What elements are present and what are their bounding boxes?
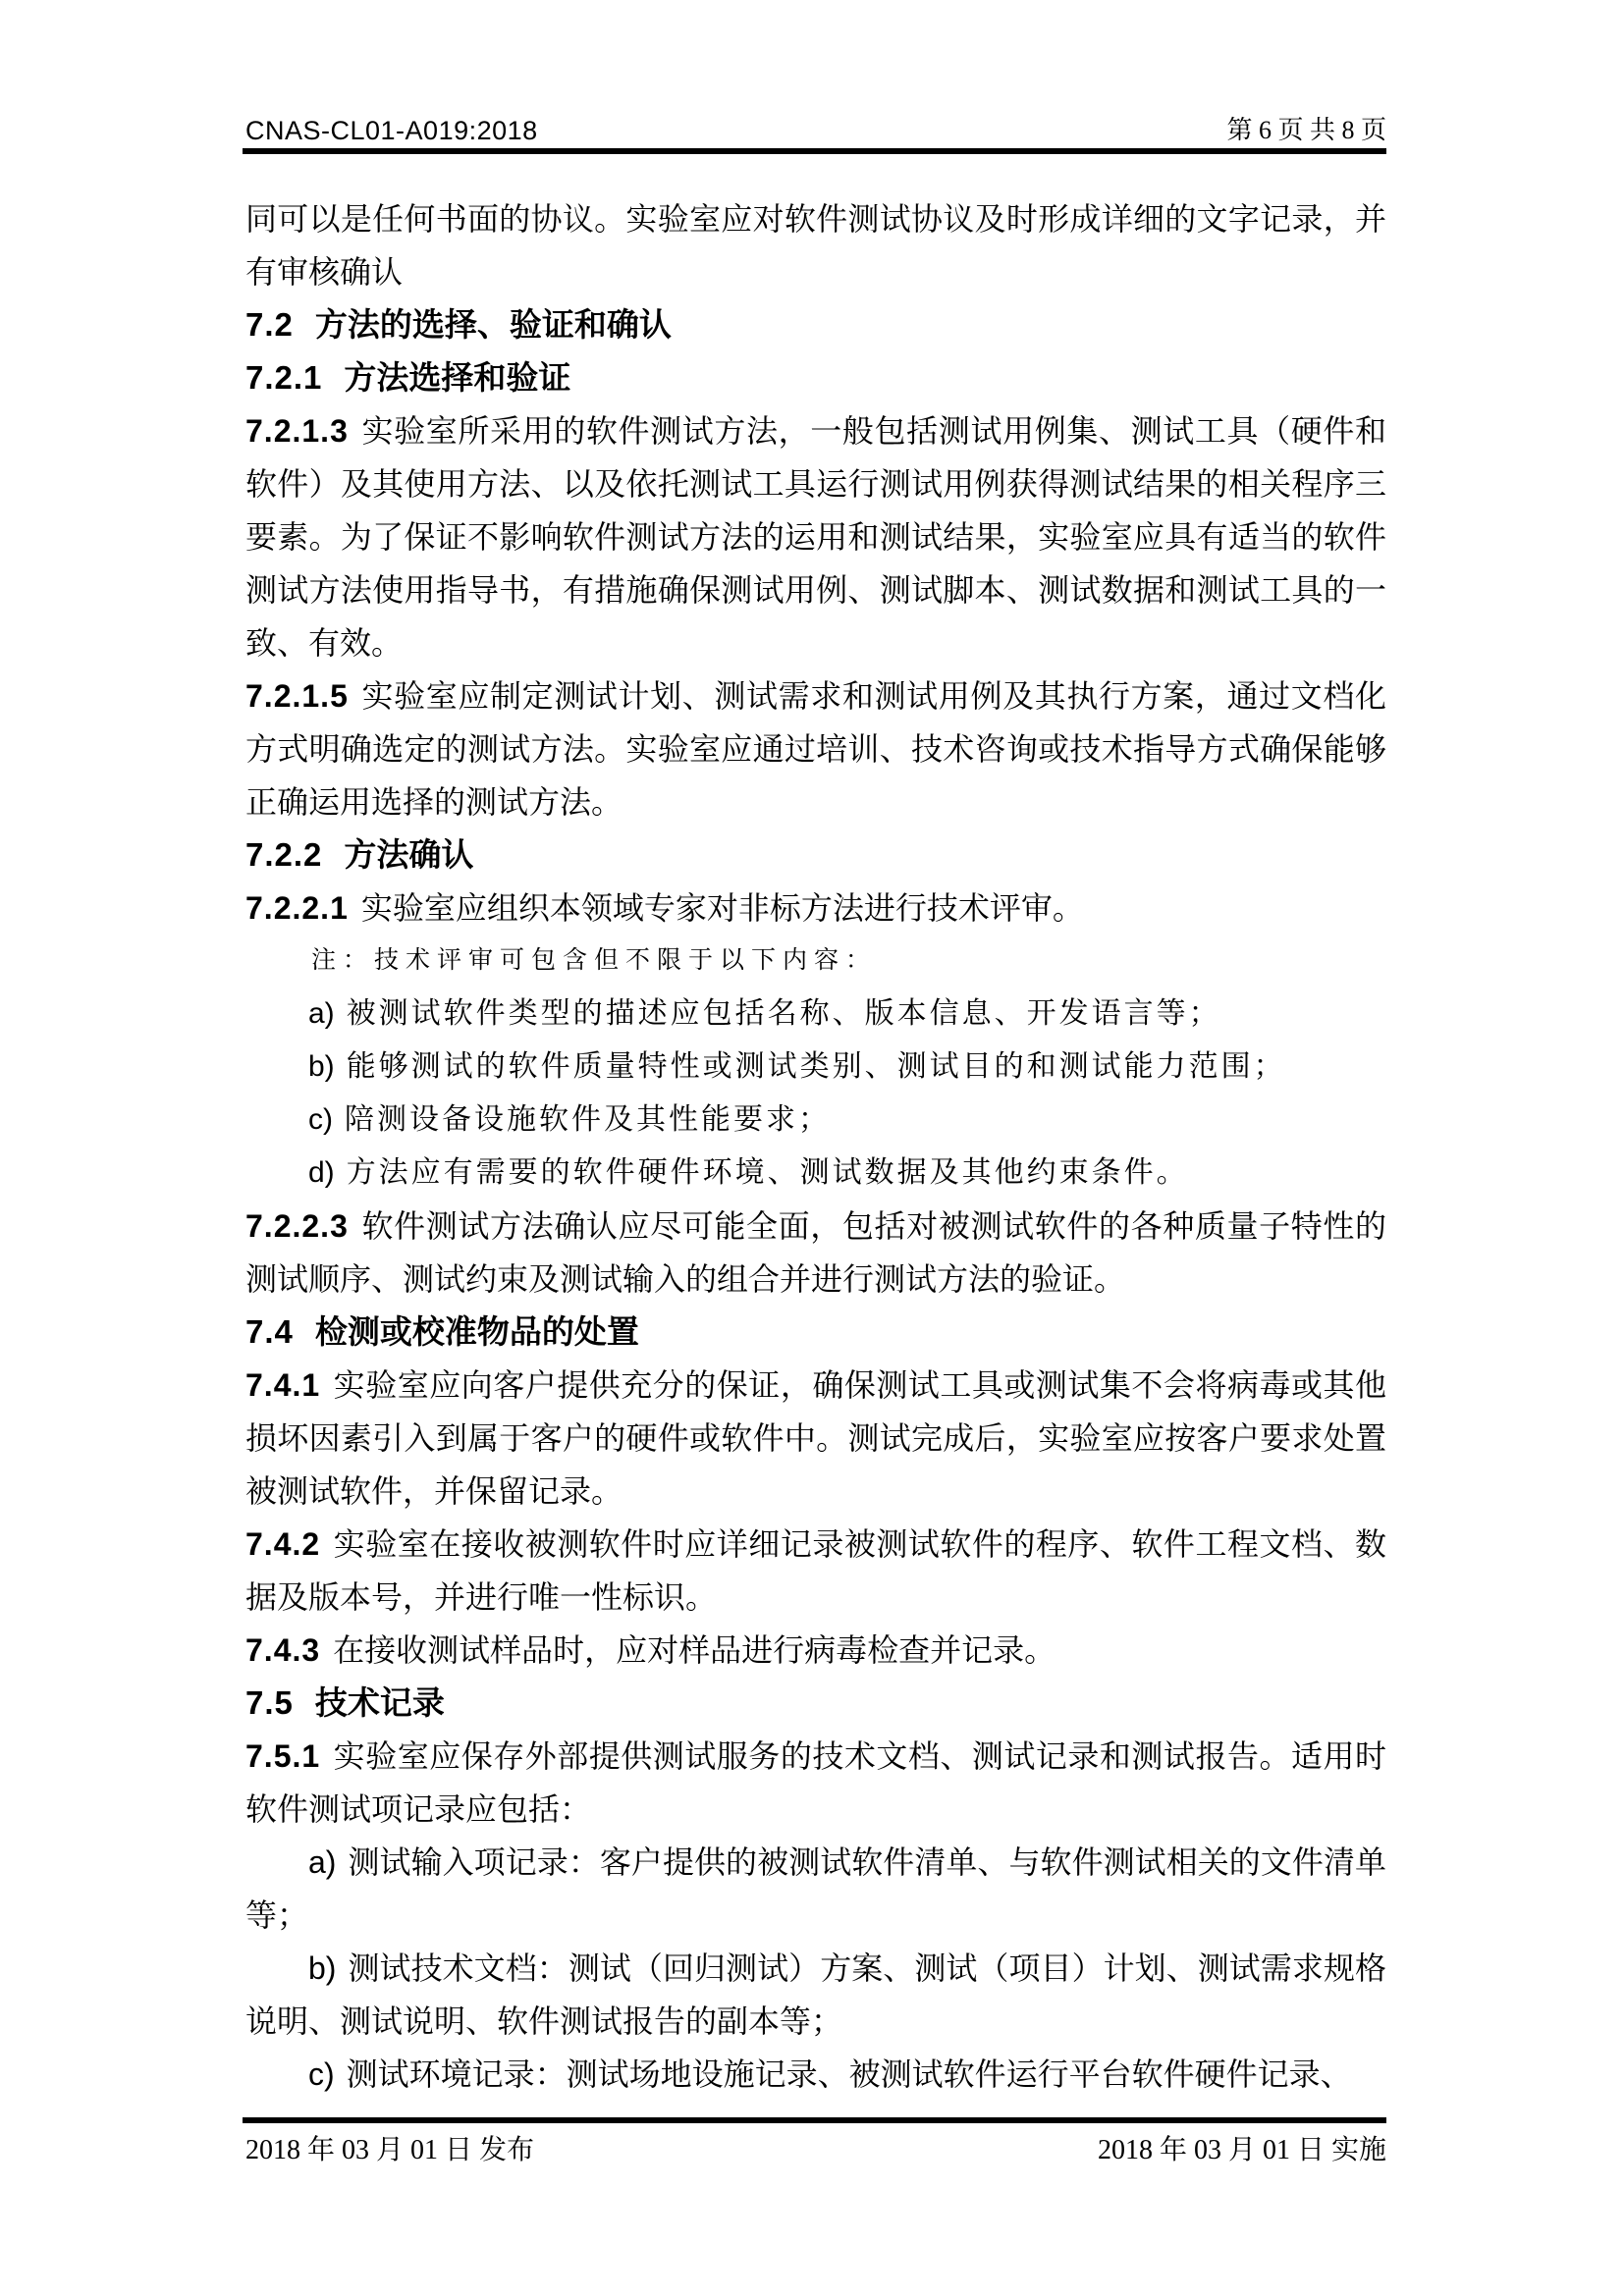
section-number: 7.2.2	[245, 836, 323, 873]
paragraph: 7.2.1.5 实验室应制定测试计划、测试需求和测试用例及其执行方案，通过文档化方式明确选定的测试方法。实验室应通过培训、技术咨询或技术指导方式确保能够正确运用选择的测试方法。	[245, 678, 1386, 820]
list-item: c) 陪测设备设施软件及其性能要求；	[308, 1103, 831, 1136]
section-heading	[245, 298, 1386, 351]
clause-number: 7.4.3	[245, 1632, 321, 1668]
section-number: 7.5	[245, 1684, 294, 1721]
publish-date: 2018 年 03 月 01 日 发布	[245, 2135, 535, 2165]
note: 注：技术评审可包含但不限于以下内容：	[311, 947, 878, 974]
list-marker: a)	[308, 1844, 337, 1880]
list-marker: c)	[308, 2056, 335, 2092]
section-title: 方法的选择、验证和确认	[314, 306, 672, 343]
clause-number: 7.4.1	[245, 1367, 321, 1403]
section-title: 技术记录	[314, 1684, 445, 1721]
clause-number: 7.2.1.3	[245, 413, 349, 449]
clause-number: 7.2.2.3	[245, 1208, 349, 1244]
list-marker: c)	[308, 1103, 333, 1136]
paragraph: 7.2.2.1 实验室应组织本领域专家对非标方法进行技术评审。	[245, 890, 1084, 926]
list-item: b) 测试技术文档：测试（回归测试）方案、测试（项目）计划、测试需求规格说明、测试说明、软件测试报告的副本等；	[245, 1950, 1386, 2039]
document-body	[245, 192, 1386, 2101]
header-rule	[243, 148, 1386, 154]
list-marker: d)	[308, 1156, 335, 1189]
page-footer	[245, 2128, 1386, 2167]
document-number: CNAS-CL01-A019:2018	[245, 116, 538, 145]
paragraph: 7.2.2.3 软件测试方法确认应尽可能全面，包括对被测试软件的各种质量子特性的测试顺序、测试约束及测试输入的组合并进行测试方法的验证。	[245, 1208, 1386, 1297]
list-item: d) 方法应有需要的软件硬件环境、测试数据及其他约束条件。	[308, 1156, 1189, 1189]
paragraph: 7.4.2 实验室在接收被测软件时应详细记录被测试软件的程序、软件工程文档、数据及版本号，并进行唯一性标识。	[245, 1526, 1386, 1615]
clause-number: 7.2.2.1	[245, 890, 349, 926]
section-title: 方法确认	[344, 836, 474, 873]
section-title: 方法选择和验证	[344, 359, 571, 396]
paragraph: 同可以是任何书面的协议。实验室应对软件测试协议及时形成详细的文字记录，并有审核确认	[245, 201, 1386, 290]
section-heading	[245, 1306, 1386, 1359]
paragraph: 7.5.1 实验室应保存外部提供测试服务的技术文档、测试记录和测试报告。适用时软件测试项记录应包括：	[245, 1738, 1386, 1827]
list-marker: a)	[308, 997, 335, 1030]
list-marker: b)	[308, 1950, 337, 1986]
section-heading	[245, 351, 1386, 404]
paragraph: 7.4.3 在接收测试样品时，应对样品进行病毒检查并记录。	[245, 1632, 1056, 1668]
footer-rule	[243, 2117, 1386, 2123]
implement-date: 2018 年 03 月 01 日 实施	[1097, 2135, 1386, 2165]
section-heading	[245, 828, 1386, 881]
list-item: a) 测试输入项记录：客户提供的被测试软件清单、与软件测试相关的文件清单等；	[245, 1844, 1386, 1933]
clause-number: 7.5.1	[245, 1738, 321, 1774]
section-number: 7.2.1	[245, 359, 323, 396]
paragraph: 7.2.1.3 实验室所采用的软件测试方法，一般包括测试用例集、测试工具（硬件和软件）及其使用方法、以及依托测试工具运行测试用例获得测试结果的相关程序三要素。为了保证不影响软件测试方法的运用和测试结果，实验室应具有适当的软件测试方法使用指导书，有措施确保测试用例、测试脚本、测试数据和测试工具的一致、有效。	[245, 413, 1386, 661]
clause-number: 7.2.1.5	[245, 678, 349, 714]
section-number: 7.4	[245, 1313, 294, 1350]
paragraph: 7.4.1 实验室应向客户提供充分的保证，确保测试工具或测试集不会将病毒或其他损坏因素引入到属于客户的硬件或软件中。测试完成后，实验室应按客户要求处置被测试软件，并保留记录。	[245, 1367, 1386, 1509]
list-item: b) 能够测试的软件质量特性或测试类别、测试目的和测试能力范围；	[308, 1050, 1286, 1083]
page-header	[245, 110, 1386, 146]
list-marker: b)	[308, 1050, 335, 1083]
section-title: 检测或校准物品的处置	[314, 1313, 639, 1350]
section-heading	[245, 1677, 1386, 1730]
list-item: a) 被测试软件类型的描述应包括名称、版本信息、开发语言等；	[308, 997, 1221, 1030]
list-item: c) 测试环境记录：测试场地设施记录、被测试软件运行平台软件硬件记录、	[308, 2056, 1352, 2092]
clause-number: 7.4.2	[245, 1526, 321, 1562]
page-number-info: 第 6 页 共 8 页	[1226, 116, 1386, 144]
section-number: 7.2	[245, 306, 294, 343]
